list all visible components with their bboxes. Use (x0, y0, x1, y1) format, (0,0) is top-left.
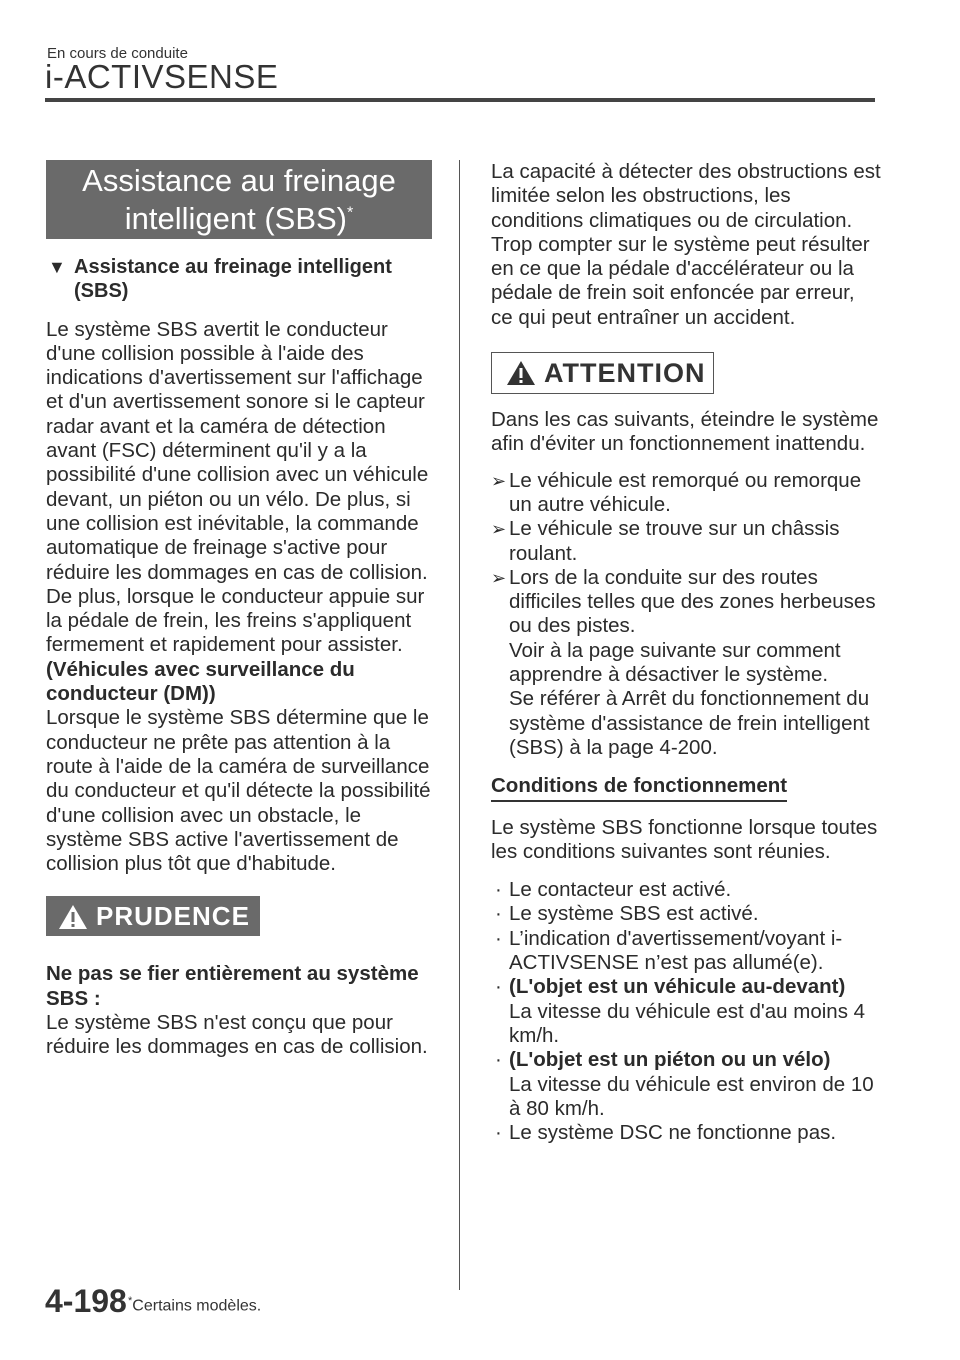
section-title-line2: intelligent (SBS)* (124, 201, 354, 236)
list-item: ➢ Le véhicule est remorqué ou remorque un autre véhicule. (491, 468, 862, 516)
intro-paragraph: Le système SBS avertit le conducteur d'une collision possible à l'aide des indications d'avertissement sur l'affichage et d'un avertissement sonore si le capteur radar avant et la caméra de détection avant (FSC) déterminent qu'il y a la possibilité d'une collision avec un véhicule devant, un piéton ou un vélo. De plus, si une collision est inévitable, la commande automatique de freinage s'active pour réduire les dommages en cas de collision. De plus, lorsque le conducteur appuie sur la pédale de frein, les freins s'appliquent fermement et rapidement pour assister. (46, 317, 429, 657)
dm-heading: (Véhicules avec surveillance du conducteur (DM)) (46, 657, 355, 706)
list-item: · Le contacteur est activé. (495, 878, 732, 902)
title-footnote-mark: * (347, 204, 354, 222)
attention-badge: ATTENTION (491, 352, 714, 394)
list-item: · Le système DSC ne fonctionne pas. (495, 1121, 837, 1145)
list-item: · (L'objet est un véhicule au-devant) La vitesse du véhicule est d'au moins 4 km/h. (495, 975, 866, 1047)
arrow-bullet-icon: ➢ (491, 519, 507, 540)
triangle-down-icon: ▼ (48, 257, 66, 277)
conditions-list (491, 878, 881, 1145)
list-item: ➢ Le véhicule se trouve sur un châssis roulant. (491, 517, 840, 565)
list-item: · Le système SBS est activé. (495, 902, 759, 926)
prudence-text: Le système SBS n'est conçu que pour réduire les dommages en cas de collision. (46, 1011, 428, 1059)
left-column (46, 160, 438, 1060)
conditions-heading: Conditions de fonctionnement (491, 774, 787, 801)
list-item: ➢ Lors de la conduite sur des routes difficiles telles que des zones herbeuses ou des pistes. Voir à la page suivante sur comment apprendre à désactiver le système. Se référer à Arrêt du fonctionnement du système d'assistance de frein intelligent (SBS) à la page 4-200. (491, 565, 876, 759)
attention-text: Dans les cas suivants, éteindre le système afin d'éviter un fonctionnement inattendu. (491, 408, 879, 456)
prudence-badge: PRUDENCE (46, 896, 260, 936)
page-number: 4-198 (45, 1283, 127, 1319)
footnote: *Certains modèles. (128, 1295, 262, 1315)
list-item: · (L'objet est un piéton ou un vélo) La vitesse du véhicule est environ de 10 à 80 km/h. (495, 1048, 874, 1120)
header-rule (45, 98, 875, 102)
warning-icon (58, 904, 88, 930)
right-intro-paragraph: La capacité à détecter des obstructions est limitée selon les obstructions, les conditions climatiques ou de circulation. Trop compter sur le système peut résulter en ce que la pédale d'accélérateur ou la pédale de frein soit enfoncée par erreur, ce qui peut entraîner un accident. (491, 160, 881, 329)
subheading: ▼ Assistance au freinage intelligent (SBS) (48, 256, 392, 303)
warning-icon (506, 360, 536, 386)
section-title-box (46, 160, 432, 239)
attention-note-1: Voir à la page suivante sur comment apprendre à désactiver le système. (509, 638, 841, 687)
attention-list (491, 469, 881, 761)
section-title-line1: Assistance au freinage (82, 163, 396, 198)
header-section-label: En cours de conduite (47, 45, 188, 62)
dm-paragraph: Lorsque le système SBS détermine que le conducteur ne prête pas attention à la route à l'aide de la caméra de surveillance du conducteur et qu'il détecte la possibilité d'une collision avec un obstacle, le système SBS active l'avertissement de collision plus tôt que d'habitude. (46, 706, 431, 876)
right-column (491, 160, 881, 1145)
attention-note-2: Se référer à Arrêt du fonctionnement du système d'assistance de frein intelligent (SBS) à la page 4-200. (509, 687, 870, 759)
arrow-bullet-icon: ➢ (491, 567, 507, 588)
header-chapter-title: i-ACTIVSENSE (45, 58, 279, 95)
column-divider (459, 160, 460, 1290)
prudence-heading: Ne pas se fier entièrement au système SBS : (46, 962, 419, 1010)
list-item: · L’indication d'avertissement/voyant i-ACTIVSENSE n’est pas allumé(e). (495, 926, 843, 975)
conditions-text: Le système SBS fonctionne lorsque toutes les conditions suivantes sont réunies. (491, 815, 878, 863)
arrow-bullet-icon: ➢ (491, 470, 507, 491)
